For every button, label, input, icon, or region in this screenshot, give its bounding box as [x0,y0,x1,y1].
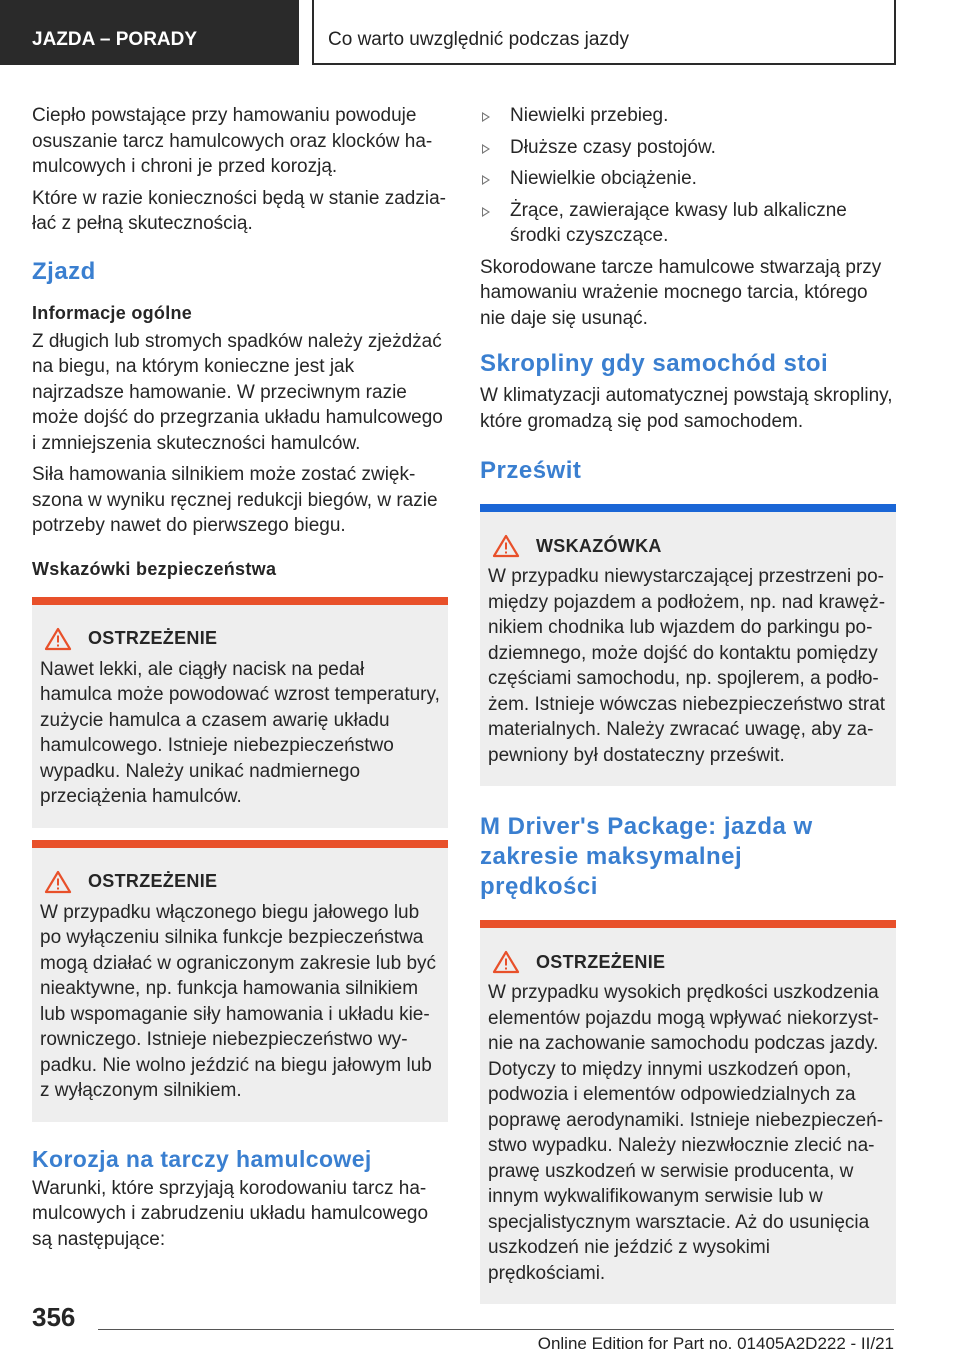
note-header [488,534,888,558]
warning-triangle-icon [492,534,520,558]
note-text: W przypadku niewystarczającej przestrzeni pomiędzy pojazdem a podłożem, np. nad krawężnikiem chodnika lub wjazdem do parkingu podziemnego, może dojść do kontaktu pomiędzy częściami samochodu, np. spojlerem, a podłożem. Istnieje wówczas niebezpieczeństwo strat materialnych. Należy zwracać uwagę, aby zapewniony był dostateczny prześwit. [488,566,886,766]
heading-zjazd: Zjazd [32,257,96,285]
list-item: Żrące, zawierające kwasy lub alkaliczne środki czyszczące. [480,198,896,249]
paragraph: Ciepło powstające przy hamowaniu powoduje osuszanie tarcz hamulcowych oraz klocków hamulcowych i chroni je przed korozją. [32,105,433,177]
paragraph: Skorodowane tarcze hamulcowe stwarzają przy hamowaniu wrażenie mocnego tarcia, którego nie daje się usunąć. [480,256,882,329]
list-item: Niewielkie obciążenie. [480,166,896,192]
warning-text: W przypadku wysokich prędkości uszkodzenia elementów pojazdu mogą wpływać niekorzystnie na zachowanie samochodu podczas jazdy. Dotyczy to między innymi uszkodzeń opon, podwozia i elementów odpowiedzialnych za poprawę aerodynamiki. Istnieje niebezpieczeństwo wypadku. Należy niezwłocznie zlecić naprawę uszkodzeń w serwisie producenta, w innym wykwalifikowanym serwisie lub w specjalistycznym warsztacie. Aż do usunięcia uszkodzeń nie jeździć z wysokimi prędkościami. [488,982,884,1284]
paragraph: Warunki, które sprzyjają korodowaniu tarcz hamulcowych i zabrudzeniu układu hamulcowego są następujące: [32,1177,429,1250]
warning-box [32,597,448,828]
warning-title: OSTRZEŻENIE [536,951,666,972]
footer-divider [98,1329,894,1330]
warning-triangle-icon [44,627,72,651]
warning-text: Nawet lekki, ale ciągły nacisk na pedał hamulca może powodować wzrost temperatury, zużycie hamulca a czasem awarię układu hamulcowego. Istnieje niebezpieczeństwo wypadku. Należy unikać nadmiernego przeciążenia hamulców. [40,658,440,807]
footer-edition: Online Edition for Part no. 01405A2D222 - II/21 [537,1334,894,1353]
paragraph: W klimatyzacji automatycznej powstają skropliny, które gromadzą się pod samochodem. [480,385,893,432]
warning-title: OSTRZEŻENIE [88,628,218,648]
page-header-title: Co warto uwzględnić podczas jazdy [312,0,896,65]
left-column [32,103,448,1258]
warning-text: W przypadku włączonego biegu jałowego lub po wyłączeniu silnika funkcje bezpieczeństwa mogą działać w ograniczonym zakresie lub być nieaktywne, np. funkcja hamowania silnikiem lub wspomaganie siły hamowania i układu kierowniczego. Istnieje niebezpieczeństwo wypadku. Nie wolno jeździć na biegu jałowym lub z wyłączonym silnikiem. [40,901,437,1101]
warning-triangle-icon [492,950,520,974]
list-item: Dłuższe czasy postojów. [480,135,896,161]
page-number: 356 [32,1302,76,1332]
heading-safety: Wskazówki bezpieczeństwa [32,558,277,579]
warning-title: OSTRZEŻENIE [88,871,218,891]
triangle-bullet-icon [482,207,490,217]
heading-ground-clearance: Prześwit [480,457,582,484]
section-tab: JAZDA – PORADY [0,0,299,65]
triangle-bullet-icon [482,112,490,122]
heading-general-info: Informacje ogólne [32,302,193,323]
note-title: WSKAZÓWKA [536,535,662,556]
list-item: Niewielki przebieg. [480,103,896,129]
conditions-list [480,103,896,249]
warning-header [40,870,440,894]
paragraph: Z długich lub stromych spadków należy zjeżdżać na biegu, na którym konieczne jest jak najrzadsze hamowanie. W przeciwnym razie może dojść do przegrzania układu hamulcowego i zmniejszenia skuteczności hamulców. [32,330,443,454]
paragraph: Siła hamowania silnikiem może zostać zwiększona w wyniku ręcznej redukcji biegów, w razie potrzeby nawet do pierwszego biegu. [32,464,438,536]
note-box [480,504,896,786]
warning-header [40,627,440,651]
warning-header [488,950,888,974]
right-column [480,103,896,1304]
triangle-bullet-icon [482,144,490,154]
heading-corrosion: Korozja na tarczy hamulcowej [32,1145,372,1172]
triangle-bullet-icon [482,175,490,185]
warning-box [32,840,448,1122]
warning-triangle-icon [44,870,72,894]
warning-box [480,920,896,1304]
heading-m-drivers-package: M Driver's Package: jazda w zakresie maksymalnej prędkości [480,813,813,900]
heading-condensation: Skropliny gdy samochód stoi [480,350,829,377]
paragraph: Które w razie konieczności będą w stanie zadziałać z pełną skutecznością. [32,187,446,234]
